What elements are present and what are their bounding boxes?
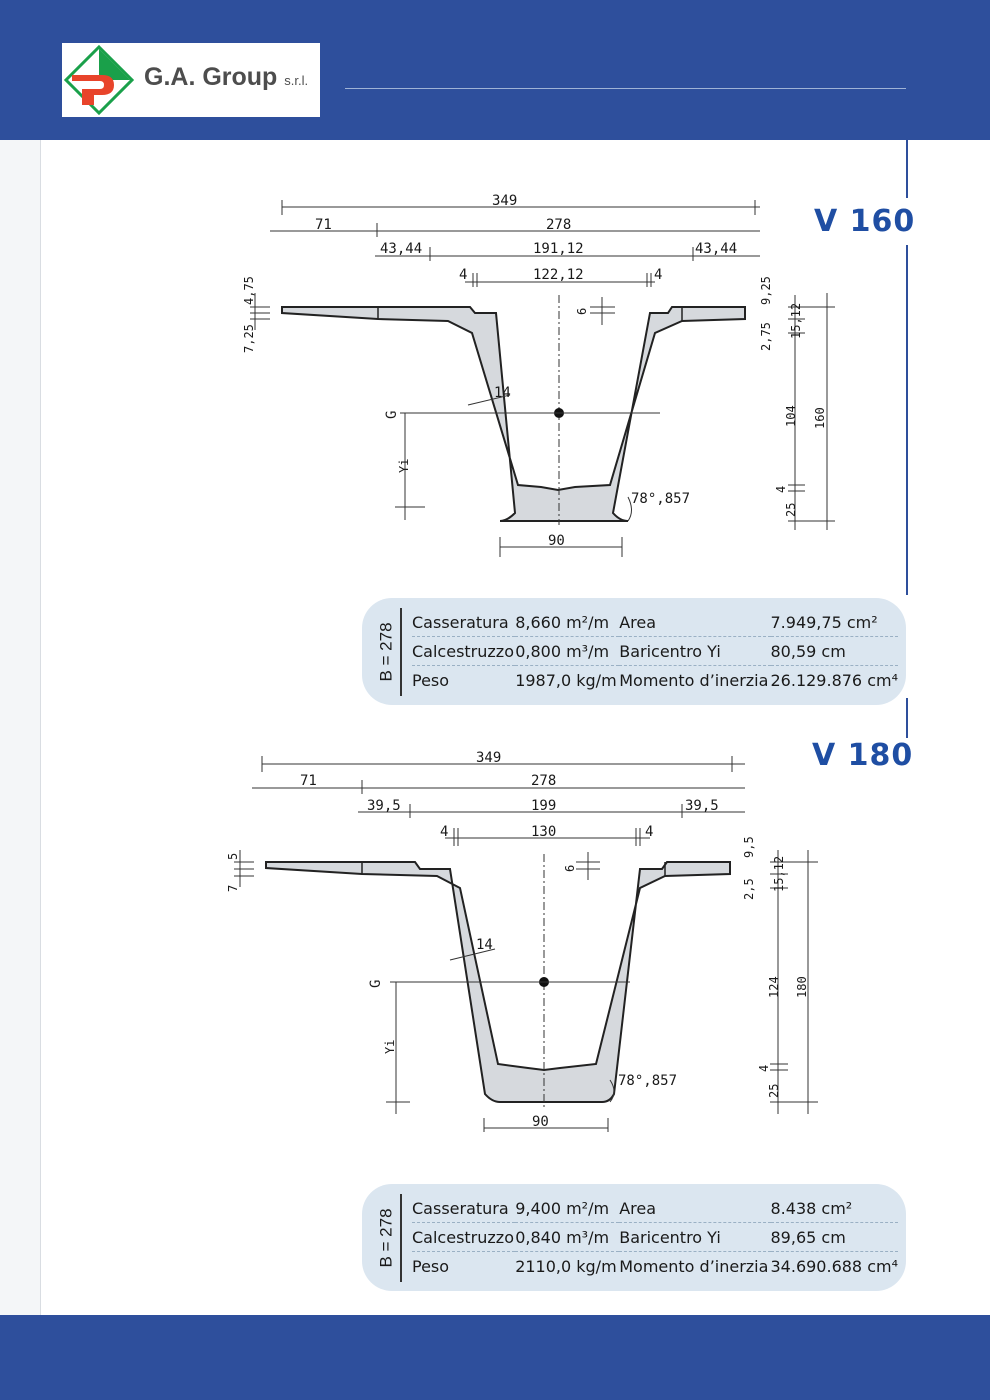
dim-ledge: 39,5 — [367, 798, 401, 814]
b-label — [374, 1184, 400, 1291]
dim-web-thk: 14 — [494, 385, 511, 401]
spec-row — [412, 1252, 898, 1281]
dim-right-top: 9,5 — [742, 836, 756, 858]
dim-web-height: 104 — [784, 405, 798, 427]
dim-wing: 71 — [315, 217, 332, 233]
frame-rule — [906, 245, 908, 595]
frame-rule — [906, 88, 908, 198]
yi-label: Yi — [397, 458, 411, 473]
b-label-text: B = 278 — [377, 621, 397, 682]
centroid-label: G — [384, 410, 400, 419]
dim-step-right: 4 — [645, 824, 654, 840]
dim-step-left: 4 — [459, 267, 468, 283]
spec-label: Peso — [412, 670, 450, 690]
dim-web-thk: 14 — [476, 937, 493, 953]
brand-suffix: s.r.l. — [284, 73, 309, 88]
spec-panel-v180 — [362, 1184, 906, 1291]
spec-value: 0,840 m³/m — [515, 1223, 619, 1252]
yi-label: Yi — [383, 1039, 397, 1054]
spec-value: 7.949,75 cm² — [771, 608, 899, 637]
dim-mid-width: 191,12 — [533, 241, 584, 257]
spec-value: 8,660 m²/m — [515, 608, 619, 637]
dim-ledge-right: 43,44 — [695, 241, 738, 257]
dim-total-height: 160 — [813, 407, 827, 429]
spec-value: 2110,0 kg/m — [515, 1256, 617, 1276]
dim-ledge-right: 39,5 — [685, 798, 719, 814]
dim-top-width: 278 — [531, 773, 557, 789]
dim-right-top: 9,25 — [759, 276, 773, 305]
spec-label: Momento d’inerzia — [619, 1256, 769, 1276]
spec-value: 26.129.876 cm⁴ — [770, 670, 898, 690]
dim-bottom-width: 90 — [532, 1114, 549, 1130]
spec-row — [412, 637, 898, 666]
dim-ledge: 43,44 — [380, 241, 423, 257]
dim-right-a: 2,5 — [742, 878, 756, 900]
spec-value: 0,800 m³/m — [515, 637, 619, 666]
dim-mid-width: 199 — [531, 798, 557, 814]
dim-wing: 71 — [300, 773, 317, 789]
dim-right-b: 15,12 — [772, 855, 786, 892]
dim-flange-thk-a: 5 — [226, 852, 240, 860]
dim-lip: 6 — [575, 307, 589, 315]
dim-right-b: 15,12 — [789, 302, 803, 339]
spec-label: Calcestruzzo — [412, 1223, 515, 1252]
logo-mark-icon — [64, 45, 134, 115]
dim-bottom-width: 90 — [548, 533, 565, 549]
spec-row — [412, 1194, 898, 1223]
spec-label: Calcestruzzo — [412, 637, 515, 666]
dim-bottom-b: 25 — [784, 502, 798, 517]
spec-value: 89,65 cm — [771, 1223, 899, 1252]
dim-angle: 78°,857 — [618, 1073, 678, 1089]
spec-divider — [400, 608, 402, 696]
company-logo — [62, 43, 320, 117]
brand-name — [144, 63, 308, 92]
brand-name-text: G.A. Group — [144, 63, 278, 91]
dim-bottom-a: 4 — [774, 485, 788, 493]
spec-label: Momento d’inerzia — [619, 670, 769, 690]
section-drawing-v180 — [210, 742, 850, 1132]
spec-row — [412, 1223, 898, 1252]
spec-label: Area — [619, 1194, 770, 1223]
header-rule — [345, 88, 907, 89]
spec-label: Peso — [412, 1256, 450, 1276]
footer-band — [0, 1315, 990, 1400]
page-spine — [0, 140, 41, 1315]
spec-row — [412, 608, 898, 637]
spec-panel-v160 — [362, 598, 906, 705]
centroid-label: G — [368, 979, 384, 988]
dim-step-left: 4 — [440, 824, 449, 840]
model-title: V 180 — [808, 738, 917, 773]
frame-rule — [906, 698, 908, 738]
model-title: V 160 — [810, 204, 919, 239]
dim-angle: 78°,857 — [631, 491, 691, 507]
spec-value: 1987,0 kg/m — [515, 670, 617, 690]
spec-value: 9,400 m²/m — [515, 1194, 619, 1223]
dim-flange-thk-a: 4,75 — [242, 276, 256, 305]
dim-inner-top: 130 — [531, 824, 557, 840]
dim-bottom-b: 25 — [767, 1083, 781, 1098]
section-drawing-v160 — [210, 185, 850, 575]
spec-value: 8.438 cm² — [771, 1194, 899, 1223]
spec-value: 34.690.688 cm⁴ — [770, 1256, 898, 1276]
spec-label: Baricentro Yi — [619, 1223, 770, 1252]
spec-table — [412, 1194, 898, 1280]
spec-label: Baricentro Yi — [619, 637, 770, 666]
dim-lip: 6 — [563, 864, 577, 872]
dim-inner-top: 122,12 — [533, 267, 584, 283]
dim-flange-thk-b: 7,25 — [242, 324, 256, 353]
dim-total-width: 349 — [492, 193, 518, 209]
spec-value: 80,59 cm — [771, 637, 899, 666]
spec-row — [412, 666, 898, 695]
b-label-text: B = 278 — [377, 1207, 397, 1268]
dim-total-height: 180 — [795, 976, 809, 998]
dim-right-a: 2,75 — [759, 322, 773, 351]
dim-flange-thk-b: 7 — [226, 884, 240, 892]
dim-web-height: 124 — [767, 976, 781, 998]
b-label — [374, 598, 400, 705]
dim-top-width: 278 — [546, 217, 572, 233]
dim-step-right: 4 — [654, 267, 663, 283]
spec-label: Casseratura — [412, 608, 515, 637]
spec-label: Casseratura — [412, 1194, 515, 1223]
spec-table — [412, 608, 898, 694]
spec-label: Area — [619, 608, 770, 637]
dim-bottom-a: 4 — [757, 1064, 771, 1072]
spec-divider — [400, 1194, 402, 1282]
dim-total-width: 349 — [476, 750, 502, 766]
